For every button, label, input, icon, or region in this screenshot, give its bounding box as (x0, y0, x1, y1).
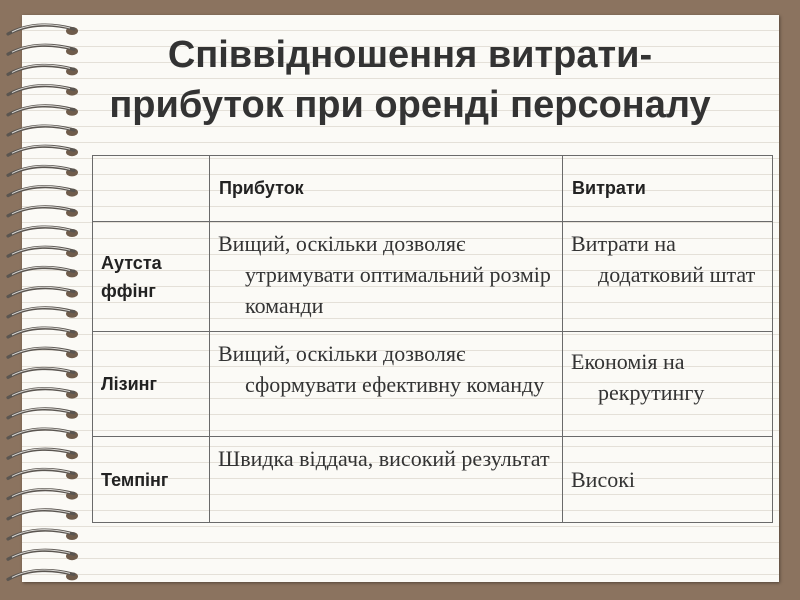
spiral-ring (8, 186, 78, 196)
spiral-ring (8, 267, 78, 277)
spiral-ring (8, 287, 78, 297)
spiral-ring (8, 510, 78, 520)
title-line-2: прибуток при оренді персоналу (109, 84, 711, 126)
spiral-ring (8, 409, 78, 419)
spiral-ring (8, 247, 78, 257)
spiral-ring (8, 489, 78, 499)
table-row (93, 222, 773, 332)
cost-cell (563, 332, 773, 437)
header-profit: Прибуток (210, 156, 563, 222)
profit-text: Вищий, оскільки дозволяє утримувати оптимальний розмір команди (218, 231, 551, 318)
slide-title (60, 30, 760, 130)
table-row (93, 437, 773, 523)
profit-text: Вищий, оскільки дозволяє сформувати ефективну команду (218, 341, 545, 397)
spiral-ring (8, 166, 78, 176)
cost-text: Витрати на додатковий штат (571, 231, 756, 287)
profit-cell (210, 437, 563, 523)
spiral-ring (8, 227, 78, 237)
spiral-ring (8, 207, 78, 217)
cost-cell (563, 437, 773, 523)
spiral-ring (8, 328, 78, 338)
spiral-ring (8, 368, 78, 378)
spiral-ring (8, 348, 78, 358)
row-label-outstaffing: Аутста ффінг (93, 222, 210, 332)
profit-cell (210, 332, 563, 437)
spiral-ring (8, 550, 78, 560)
profit-text: Швидка віддача, високий результат (218, 446, 550, 471)
table-row (93, 332, 773, 437)
spiral-ring (8, 308, 78, 318)
spiral-ring (8, 570, 78, 580)
spiral-ring (8, 530, 78, 540)
comparison-table (92, 155, 773, 523)
header-cost: Витрати (563, 156, 773, 222)
header-empty-cell (93, 156, 210, 222)
spiral-ring (8, 449, 78, 459)
table-header-row (93, 156, 773, 222)
spiral-ring (8, 146, 78, 156)
cost-text: Економія на рекрутингу (571, 349, 705, 405)
spiral-ring (8, 469, 78, 479)
row-label-leasing: Лізинг (93, 332, 210, 437)
profit-cell (210, 222, 563, 332)
cost-cell (563, 222, 773, 332)
cost-text: Високі (571, 467, 636, 492)
row-label-temping: Темпінг (93, 437, 210, 523)
title-line-1: Співвідношення витрати- (167, 34, 653, 76)
spiral-ring (8, 429, 78, 439)
spiral-ring (8, 388, 78, 398)
